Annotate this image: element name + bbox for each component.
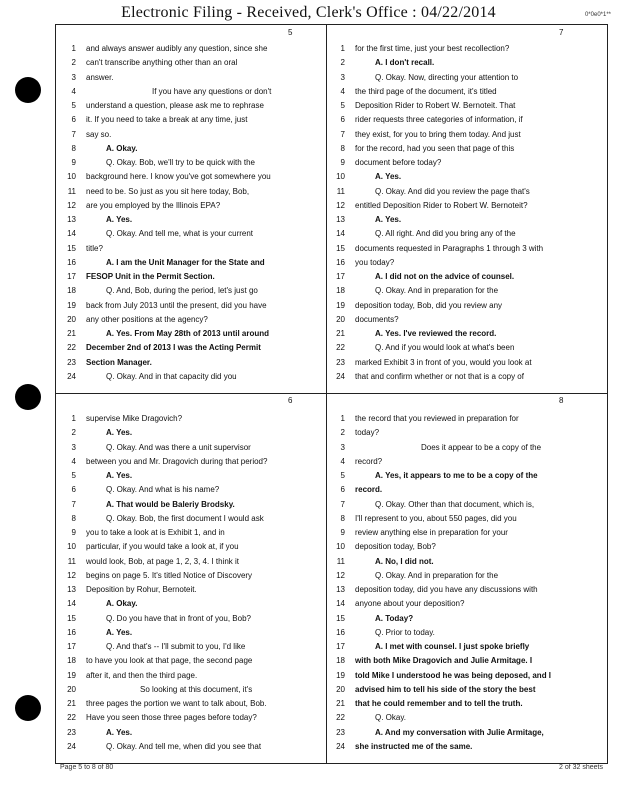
line-text: you to take a look at is Exhibit 1, and in	[86, 528, 225, 537]
line-number: 21	[67, 699, 76, 708]
line-text: Q. Okay. Other than that document, which is,	[375, 499, 535, 509]
line-text: A. I am the Unit Manager for the State and	[106, 257, 265, 267]
line-number: 24	[67, 371, 76, 381]
line-number: 24	[336, 371, 345, 381]
line-text: A. Yes, it appears to me to be a copy of the	[375, 471, 538, 480]
line-text: advised him to tell his side of the story the best	[355, 684, 536, 694]
line-text: supervise Mike Dragovich?	[86, 414, 183, 423]
line-number: 9	[71, 528, 76, 537]
line-text: A. Today?	[375, 613, 414, 623]
line-number: 18	[67, 656, 76, 666]
line-text: deposition today, Bob, did you review any	[355, 300, 503, 310]
line-text: marked Exhibit 3 in front of you, would you look at	[355, 357, 532, 367]
line-text: Q. Okay. Bob, the first document I would ask	[106, 513, 264, 523]
line-number: 14	[67, 229, 76, 239]
line-number: 7	[340, 129, 345, 139]
line-text: A. I don't recall.	[375, 58, 435, 68]
line-number: 3	[71, 72, 76, 82]
line-number: 23	[336, 727, 345, 737]
line-text: A. I met with counsel. I just spoke briefly	[375, 642, 530, 651]
page-number: 6	[288, 396, 293, 405]
line-text: A. Okay.	[106, 143, 138, 153]
line-text: Q. Okay. And what is his name?	[106, 485, 220, 495]
line-number: 17	[336, 272, 345, 281]
line-number: 4	[71, 86, 76, 96]
line-number: 11	[67, 186, 76, 196]
line-number: 2	[340, 58, 345, 68]
line-text: A. Yes. From May 28th of 2013 until around	[106, 329, 270, 338]
line-number: 5	[340, 101, 345, 110]
line-text: they exist, for you to bring them today. And just	[355, 129, 521, 139]
line-number: 1	[340, 44, 345, 53]
line-number: 12	[67, 200, 76, 210]
line-text: Q. Okay. And did you review the page that's	[375, 186, 530, 196]
punch-hole-icon	[15, 384, 41, 410]
line-text: particular, if you would take a look at, if you	[86, 542, 239, 552]
line-text: between you and Mr. Dragovich during that period?	[86, 456, 268, 466]
line-text: A. Yes.	[106, 428, 133, 438]
line-text: three pages the portion we want to talk about, Bob.	[86, 699, 267, 708]
line-number: 18	[336, 286, 345, 296]
line-text: A. Yes.	[106, 627, 133, 637]
line-text: for the record, had you seen that page of this	[355, 143, 515, 153]
line-text: begins on page 5. It's titled Notice of Discovery	[86, 570, 253, 580]
line-number: 10	[67, 542, 76, 552]
line-number: 13	[336, 585, 345, 594]
filing-header: Electronic Filing - Received, Clerk's Office : 04/22/2014	[121, 4, 496, 21]
line-number: 1	[340, 414, 345, 423]
line-number: 6	[71, 485, 76, 495]
line-number: 24	[67, 741, 76, 751]
line-number: 6	[71, 115, 76, 125]
line-number: 20	[67, 314, 76, 324]
line-text: it. If you need to take a break at any time, just	[86, 115, 248, 125]
line-number: 18	[67, 286, 76, 296]
line-text: Q. Do you have that in front of you, Bob?	[106, 613, 251, 623]
line-text: for the first time, just your best recollection?	[355, 44, 510, 53]
line-text: Deposition by Rohur, Bernoteit.	[86, 585, 197, 594]
line-number: 19	[67, 670, 76, 680]
line-text: Section Manager.	[86, 357, 152, 367]
line-number: 17	[336, 642, 345, 651]
punch-hole-icon	[15, 77, 41, 103]
line-text: Q. Okay. And was there a unit supervisor	[106, 442, 251, 452]
line-number: 16	[67, 257, 76, 267]
line-text: Q. Okay. And tell me, what is your current	[106, 229, 254, 239]
line-number: 13	[67, 585, 76, 594]
line-text: A. Yes.	[106, 471, 133, 480]
line-text: the third page of the document, it's titled	[355, 86, 497, 96]
line-number: 13	[336, 215, 345, 224]
line-number: 23	[67, 727, 76, 737]
line-number: 2	[340, 428, 345, 438]
line-text: deposition today, Bob?	[355, 542, 436, 552]
line-number: 3	[340, 442, 345, 452]
line-text: and always answer audibly any question, since she	[86, 44, 268, 53]
line-number: 7	[340, 499, 345, 509]
transcript-page-5	[62, 26, 324, 392]
transcript-page-6	[62, 396, 324, 760]
line-number: 8	[340, 143, 345, 153]
line-text: Deposition Rider to Robert W. Bernoteit. That	[355, 101, 516, 110]
footer-sheet-count: 2 of 32 sheets	[559, 764, 603, 771]
line-number: 15	[67, 243, 76, 253]
line-number: 17	[67, 272, 76, 281]
line-number: 9	[340, 158, 345, 167]
line-number: 8	[340, 513, 345, 523]
line-text: Does it appear to be a copy of the	[421, 442, 542, 452]
line-number: 15	[336, 613, 345, 623]
line-number: 2	[71, 428, 76, 438]
line-text: Q. All right. And did you bring any of the	[375, 229, 516, 239]
line-text: told Mike I understood he was being deposed, and I	[355, 670, 552, 680]
line-number: 22	[336, 343, 345, 353]
line-text: documents?	[355, 314, 399, 324]
line-number: 4	[71, 456, 76, 466]
line-text: record.	[355, 485, 383, 495]
transcript-page-7	[331, 26, 603, 392]
line-text: I'll represent to you, about 550 pages, did you	[355, 513, 517, 523]
line-text: Q. Prior to today.	[375, 627, 435, 637]
line-number: 10	[336, 542, 345, 552]
line-number: 11	[336, 186, 345, 196]
line-text: FESOP Unit in the Permit Section.	[86, 272, 215, 281]
line-text: record?	[355, 456, 383, 466]
line-text: So looking at this document, it's	[140, 684, 253, 694]
line-text: Q. And, Bob, during the period, let's just go	[106, 286, 258, 296]
line-text: review anything else in preparation for your	[355, 528, 508, 537]
page-number: 7	[559, 28, 564, 37]
line-text: Q. Okay. And in that capacity did you	[106, 371, 237, 381]
line-text: Q. And that's -- I'll submit to you, I'd like	[106, 642, 246, 651]
line-number: 19	[67, 300, 76, 310]
line-text: Q. Okay. Now, directing your attention to	[375, 72, 519, 82]
footer-page-range: Page 5 to 8 of 80	[60, 764, 114, 771]
page-number: 8	[559, 396, 564, 405]
line-number: 1	[71, 44, 76, 53]
line-text: A. Yes.	[375, 172, 402, 182]
line-text: need to be. So just as you sit here today, Bob,	[86, 186, 250, 196]
line-text: understand a question, please ask me to rephrase	[86, 101, 264, 110]
line-text: A. Yes.	[375, 215, 402, 224]
line-text: Q. Okay.	[375, 713, 406, 723]
line-number: 20	[67, 684, 76, 694]
line-number: 20	[336, 314, 345, 324]
line-text: documents requested in Paragraphs 1 through 3 with	[355, 243, 544, 253]
line-number: 17	[67, 642, 76, 651]
line-number: 11	[67, 556, 76, 566]
line-number: 8	[71, 513, 76, 523]
line-text: A. Yes.	[106, 727, 133, 737]
line-number: 19	[336, 300, 345, 310]
line-number: 10	[336, 172, 345, 182]
line-text: background here. I know you've got somewhere you	[86, 172, 271, 182]
line-number: 14	[336, 229, 345, 239]
line-text: document before today?	[355, 158, 442, 167]
line-text: A. And my conversation with Julie Armitage,	[375, 727, 544, 737]
line-number: 10	[67, 172, 76, 182]
line-number: 5	[71, 471, 76, 480]
line-text: any other positions at the agency?	[86, 314, 208, 324]
line-number: 2	[71, 58, 76, 68]
line-text: Q. Okay. Bob, we'll try to be quick with the	[106, 158, 255, 167]
line-number: 16	[336, 257, 345, 267]
line-number: 23	[336, 357, 345, 367]
line-text: back from July 2013 until the present, did you have	[86, 300, 267, 310]
line-number: 15	[67, 613, 76, 623]
line-number: 20	[336, 684, 345, 694]
line-text: Q. And if you would look at what's been	[375, 343, 515, 353]
line-number: 14	[336, 599, 345, 609]
line-text: A. Yes.	[106, 215, 133, 224]
line-number: 16	[67, 627, 76, 637]
line-text: rider requests three categories of information, if	[355, 115, 523, 125]
line-number: 9	[340, 528, 345, 537]
line-number: 22	[336, 713, 345, 723]
line-number: 7	[71, 129, 76, 139]
line-text: she instructed me of the same.	[355, 741, 473, 751]
line-text: are you employed by the Illinois EPA?	[86, 200, 221, 210]
line-text: you today?	[355, 257, 395, 267]
punch-hole-icon	[15, 695, 41, 721]
line-text: Q. Okay. And in preparation for the	[375, 570, 499, 580]
line-number: 23	[67, 357, 76, 367]
line-number: 5	[340, 471, 345, 480]
line-text: that he could remember and to tell the truth.	[355, 699, 523, 708]
horizontal-divider	[55, 393, 607, 394]
line-number: 19	[336, 670, 345, 680]
line-text: anyone about your deposition?	[355, 599, 465, 609]
line-text: A. I did not on the advice of counsel.	[375, 272, 515, 281]
line-text: can't transcribe anything other than an oral	[86, 58, 238, 68]
line-number: 16	[336, 627, 345, 637]
line-number: 12	[336, 570, 345, 580]
line-number: 13	[67, 215, 76, 224]
line-number: 6	[340, 485, 345, 495]
line-text: that and confirm whether or not that is a copy of	[355, 371, 524, 381]
line-number: 4	[340, 86, 345, 96]
line-number: 15	[336, 243, 345, 253]
transcript-page-8	[331, 396, 603, 760]
line-number: 14	[67, 599, 76, 609]
line-number: 6	[340, 115, 345, 125]
line-text: Have you seen those three pages before today?	[86, 713, 257, 723]
line-text: today?	[355, 428, 380, 438]
line-text: December 2nd of 2013 I was the Acting Permit	[86, 343, 261, 353]
line-text: say so.	[86, 129, 112, 139]
line-number: 18	[336, 656, 345, 666]
page-number: 5	[288, 28, 293, 37]
line-number: 11	[336, 556, 345, 566]
line-text: the record that you reviewed in preparation for	[355, 414, 519, 423]
line-text: would look, Bob, at page 1, 2, 3, 4. I think it	[86, 556, 239, 566]
line-text: to have you look at that page, the second page	[86, 656, 253, 666]
line-text: answer.	[86, 72, 114, 82]
line-number: 3	[340, 72, 345, 82]
line-number: 22	[67, 343, 76, 353]
line-number: 21	[336, 329, 345, 338]
line-number: 12	[336, 200, 345, 210]
line-number: 3	[71, 442, 76, 452]
line-text: A. No, I did not.	[375, 556, 434, 566]
line-number: 5	[71, 101, 76, 110]
line-text: A. Yes. I've reviewed the record.	[375, 329, 497, 338]
line-number: 1	[71, 414, 76, 423]
line-text: deposition today, did you have any discussions with	[355, 585, 538, 594]
line-number: 22	[67, 713, 76, 723]
line-text: Q. Okay. And in preparation for the	[375, 286, 499, 296]
line-number: 4	[340, 456, 345, 466]
line-number: 24	[336, 741, 345, 751]
line-number: 8	[71, 143, 76, 153]
line-number: 7	[71, 499, 76, 509]
line-number: 21	[67, 329, 76, 338]
line-text: A. That would be Baleriy Brodsky.	[106, 499, 235, 509]
corner-stamp: 0*0e0*1**	[584, 12, 611, 18]
line-number: 12	[67, 570, 76, 580]
line-number: 9	[71, 158, 76, 167]
line-text: Q. Okay. And tell me, when did you see that	[106, 741, 262, 751]
line-text: title?	[86, 243, 103, 253]
line-text: entitled Deposition Rider to Robert W. Bernoteit?	[355, 200, 528, 210]
line-number: 21	[336, 699, 345, 708]
line-text: A. Okay.	[106, 599, 138, 609]
line-text: If you have any questions or don't	[152, 86, 272, 96]
line-text: after it, and then the third page.	[86, 670, 198, 680]
line-text: with both Mike Dragovich and Julie Armitage. I	[355, 656, 533, 666]
